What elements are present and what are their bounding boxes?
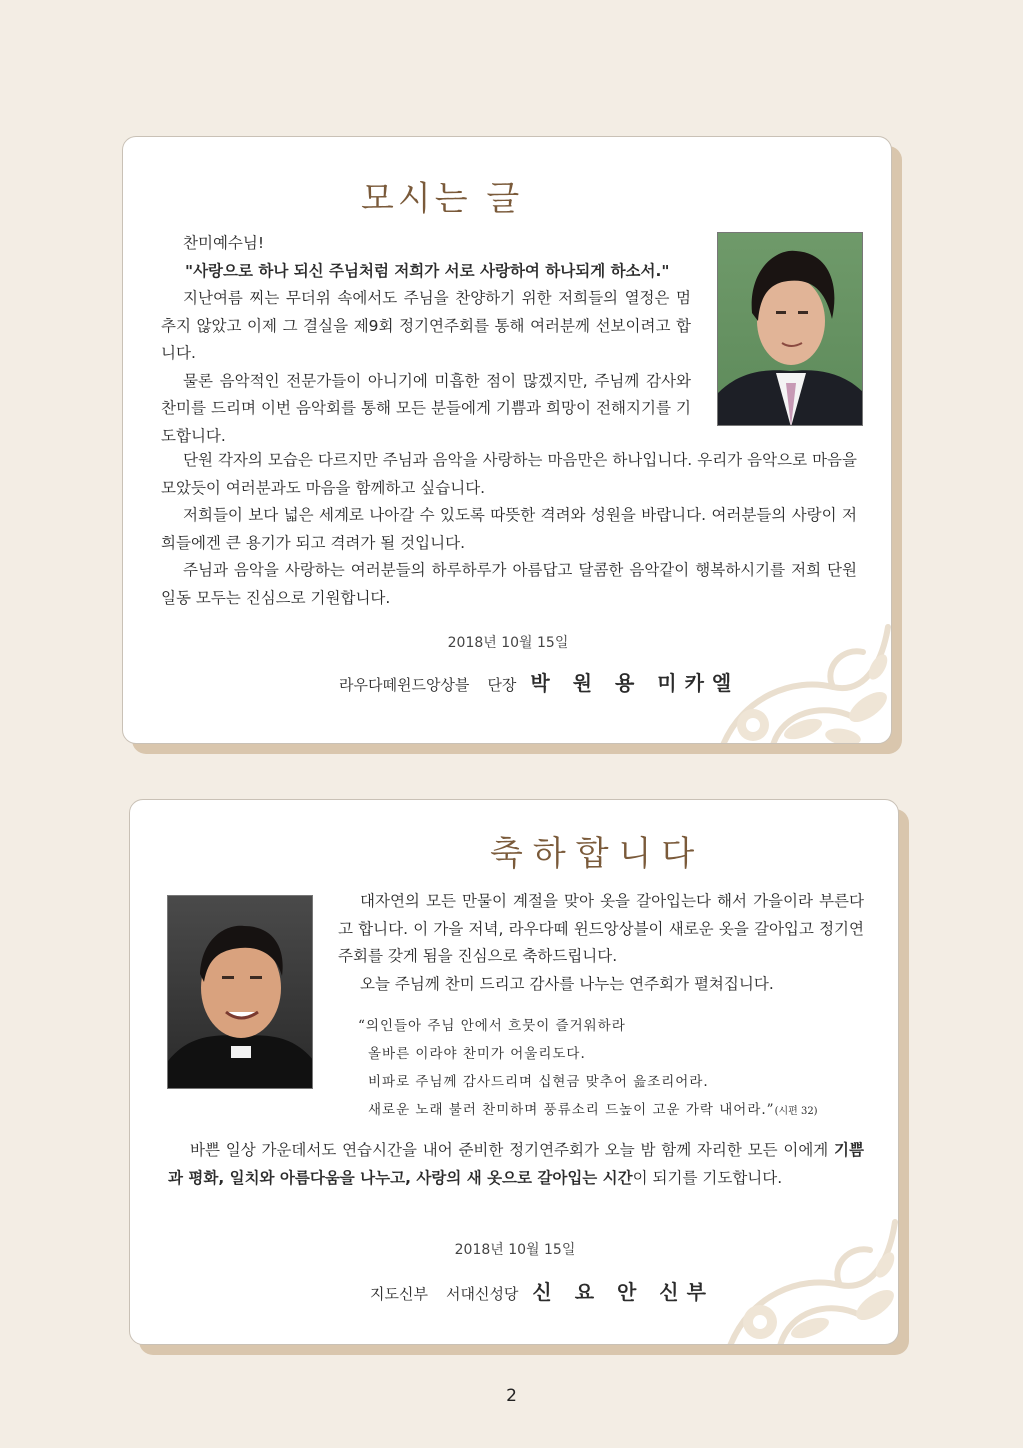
closing-text-end: 이 되기를 기도합니다.	[632, 1168, 783, 1187]
invitation-title: 모시는 글	[361, 179, 524, 219]
portrait-priest-icon	[168, 896, 313, 1089]
signature-name: 박 원 용 미카엘	[530, 671, 740, 695]
signature-org: 서대신성당	[445, 1285, 519, 1303]
congratulations-date: 2018년 10월 15일	[454, 1242, 576, 1258]
invitation-intro	[161, 230, 691, 450]
quote-line: 비파로 주님께 감사드리며 십현금 맞추어 읊조리어라.	[368, 1074, 709, 1090]
psalm-quote	[358, 1012, 858, 1126]
congratulations-card-body	[129, 799, 899, 1345]
closing-paragraph	[168, 1137, 864, 1192]
quote-line: 새로운 노래 불러 찬미하며 풍류소리 드높이 고운 가락 내어라.”	[368, 1102, 775, 1118]
invitation-card-body	[122, 136, 892, 744]
closing-emphasis: 기쁨과 평화, 일치와 아름다움을 나누고, 사랑의 새 옷으로 갈아입는 시간	[168, 1141, 864, 1187]
congratulations-closing	[168, 1137, 864, 1192]
quote-reference: (시편 32)	[774, 1106, 818, 1117]
priest-photo	[167, 895, 313, 1089]
signature-role: 지도신부	[370, 1285, 428, 1303]
quote-line-last	[358, 1096, 858, 1126]
conductor-photo	[717, 232, 863, 426]
portrait-man-suit-icon	[718, 233, 863, 426]
signature-org: 라우다떼윈드앙상블	[339, 676, 470, 694]
invitation-signature	[339, 667, 739, 696]
invitation-date: 2018년 10월 15일	[447, 635, 569, 651]
paragraph: 저희들이 보다 넓은 세계로 나아갈 수 있도록 따뜻한 격려와 성원을 바랍니다. 여러분들의 사랑이 저희들에겐 큰 용기가 되고 격려가 될 것입니다.	[161, 506, 857, 552]
signature-name: 신 요 안 신부	[532, 1280, 714, 1304]
paragraph: 주님과 음악을 사랑하는 여러분들의 하루하루가 아름답고 달콤한 음악같이 행복하시기를 저희 단원 일동 모두는 진심으로 기원합니다.	[161, 561, 857, 607]
congratulations-intro	[338, 888, 864, 998]
closing-text: 바쁜 일상 가운데서도 연습시간을 내어 준비한 정기연주회가 오늘 밤 함께 자리한 모든 이에게	[190, 1141, 835, 1159]
invitation-body	[161, 447, 857, 612]
quote-line: 올바른 이라야 찬미가 어울리도다.	[368, 1046, 586, 1062]
paragraph: 지난여름 찌는 무더위 속에서도 주님을 찬양하기 위한 저희들의 열정은 멈추지 않았고 이제 그 결실을 제9회 정기연주회를 통해 여러분께 선보이려고 합니다.	[161, 289, 691, 362]
paragraph: 대자연의 모든 만물이 계절을 맞아 옷을 갈아입는다 해서 가을이라 부른다고 합니다. 이 가을 저녁, 라우다떼 윈드앙상블이 새로운 옷을 갈아입고 정기연주회를 갖게 됨을 진심으로 축하드립니다.	[338, 892, 864, 965]
signature-role: 단장	[487, 676, 517, 694]
page-number: 2	[506, 1386, 517, 1406]
paragraph: 단원 각자의 모습은 다르지만 주님과 음악을 사랑하는 마음만은 하나입니다. 우리가 음악으로 마음을 모았듯이 여러분과도 마음을 함께하고 싶습니다.	[161, 451, 857, 497]
floral-ornament-icon	[690, 1210, 899, 1345]
paragraph: 물론 음악적인 전문가들이 아니기에 미흡한 점이 많겠지만, 주님께 감사와 찬미를 드리며 이번 음악회를 통해 모든 분들에게 기쁨과 희망이 전해지기를 기도합니다.	[161, 371, 691, 445]
congratulations-signature	[370, 1276, 714, 1305]
greeting: 찬미예수님!	[183, 234, 265, 252]
quote-line: “의인들아 주님 안에서 흐뭇이 즐거워하라	[358, 1018, 626, 1034]
congratulations-title: 축하합니다	[490, 834, 705, 874]
motto: "사랑으로 하나 되신 주님처럼 저희가 서로 사랑하여 하나되게 하소서."	[185, 261, 670, 280]
paragraph: 오늘 주님께 찬미 드리고 감사를 나누는 연주회가 펼쳐집니다.	[360, 974, 774, 993]
